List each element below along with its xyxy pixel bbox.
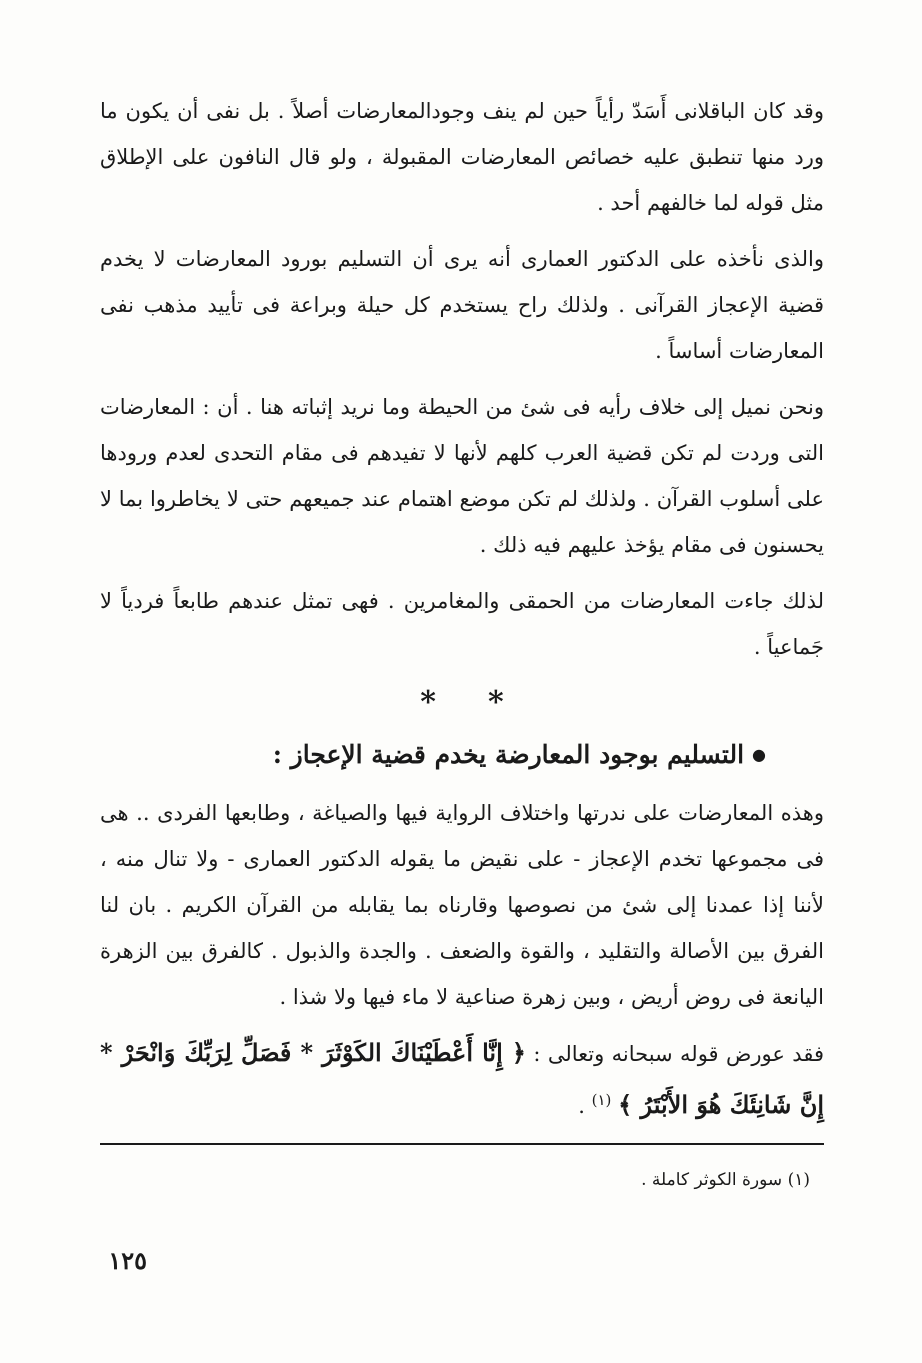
paragraph-2: والذى نأخذه على الدكتور العمارى أنه يرى أن التسليم بورود المعارضات لا يخدم قضية الإعجاز القرآنى . ولذلك راح يستخدم كل حيلة وبراعة فى تأييد مذهب نفى المعارضات أساساً . [100,247,824,363]
separator-star: * [420,685,436,720]
quote-paragraph [100,1030,824,1129]
section-separator [100,680,824,726]
footnote-divider [100,1143,824,1145]
paragraph-1: وقد كان الباقلانى أَسَدّ رأياً حين لم ينف وجودالمعارضات أصلاً . بل نفى أن يكون ما ورد منها تنطبق عليه خصائص المعارضات المقبولة ، ولو قال النافون على الإطلاق مثل قوله لما خالفهم أحد . [100,99,824,215]
section-heading [100,730,824,780]
footnote: (١) سورة الكوثر كاملة . [641,1170,810,1190]
page-number: ١٢٥ [108,1246,147,1275]
separator-star: * [488,685,504,720]
section-heading-text: التسليم بوجود المعارضة يخدم قضية الإعجاز : [272,740,745,769]
page-body [100,88,824,1139]
quran-verse: ﴿ إِنَّا أَعْطَيْنَاكَ الكَوْثَرَ * فَصَلِّ لِرَبِّكَ وَانْحَرْ * إِنَّ شَانِئَكَ هُوَ الأَبْتَرُ ﴾ [100,1038,824,1119]
quote-intro: فقد عورض قوله سبحانه وتعالى : [533,1042,824,1066]
paragraph-4: لذلك جاءت المعارضات من الحمقى والمغامرين . فهى تمثل عندهم طابعاً فردياً لا جَماعياً . [100,589,824,659]
footnote-reference: (١) [591,1091,612,1109]
paragraph-3: ونحن نميل إلى خلاف رأيه فى شئ من الحيطة وما نريد إثباته هنا . أن : المعارضات التى وردت لم تكن قضية العرب كلهم لأنها لا تفيدهم فى مقام التحدى لعدم ورودها على أسلوب القرآن . ولذلك لم تكن موضع اهتمام عند جميعهم حتى لا يخاطروا بما لا يحسنون فى مقام يؤخذ عليهم فيه ذلك . [100,395,824,557]
quote-end: . [578,1094,585,1118]
bullet-icon: ● [752,745,766,764]
section-paragraph: وهذه المعارضات على ندرتها واختلاف الرواية فيها والصياغة ، وطابعها الفردى .. هى فى مجموعها تخدم الإعجاز - على نقيض ما يقوله الدكتور العمارى - ولا تنال منه ، لأننا إذا عمدنا إلى شئ من نصوصها وقارناه بما يقابله من القرآن الكريم . بان لنا الفرق بين الأصالة والتقليد ، والقوة والضعف . والجدة والذبول . كالفرق بين الزهرة اليانعة فى روض أريض ، وبين زهرة صناعية لا ماء فيها ولا شذا . [100,801,824,1009]
